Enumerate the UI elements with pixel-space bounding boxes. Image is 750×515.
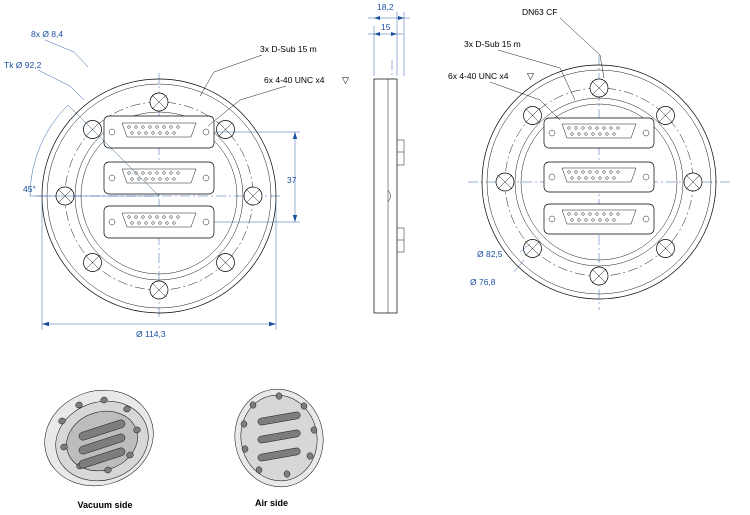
rear-flange-type-label: DN63 CF xyxy=(522,7,558,17)
iso-air-side-caption: Air side xyxy=(255,498,289,508)
rear-knife-edge-label: Ø 82,5 xyxy=(477,249,503,259)
side-total-thickness-label: 18,2 xyxy=(377,2,394,12)
front-screws-label: 6x 4-40 UNC x4 xyxy=(264,75,325,85)
front-holes-label: 8x Ø 8,4 xyxy=(31,29,64,39)
front-connectors-label: 3x D-Sub 15 m xyxy=(260,44,317,54)
rear-dsub-connector-top xyxy=(544,118,654,148)
dsub-connector-middle xyxy=(104,162,214,194)
rear-view-group xyxy=(448,7,730,310)
side-view-group xyxy=(368,2,410,313)
front-bolt-circle-label: Tk Ø 92,2 xyxy=(4,60,42,70)
front-view-group xyxy=(4,29,349,339)
rear-screws-depth-icon: ▽ xyxy=(527,71,534,81)
rear-dsub-connector-middle xyxy=(544,162,654,192)
front-outer-diameter-label: Ø 114,3 xyxy=(136,329,166,339)
side-flange-thickness-label: 15 xyxy=(381,22,391,32)
front-angle-label: 45° xyxy=(23,184,36,194)
side-flange-body xyxy=(374,79,397,313)
rear-screws-label: 6x 4-40 UNC x4 xyxy=(448,71,509,81)
dsub-connector-top xyxy=(104,116,214,148)
rear-inner-bore-label: Ø 76,8 xyxy=(470,277,496,287)
front-screws-depth-icon: ▽ xyxy=(342,75,349,85)
front-vertical-dim-label: 37 xyxy=(287,175,297,185)
rear-dsub-connector-bottom xyxy=(544,204,654,234)
dsub-connector-bottom xyxy=(104,206,214,238)
iso-air-side-group xyxy=(227,382,331,508)
rear-connectors-label: 3x D-Sub 15 m xyxy=(464,39,521,49)
iso-vacuum-side-group xyxy=(32,376,166,510)
iso-vacuum-side-caption: Vacuum side xyxy=(77,500,133,510)
